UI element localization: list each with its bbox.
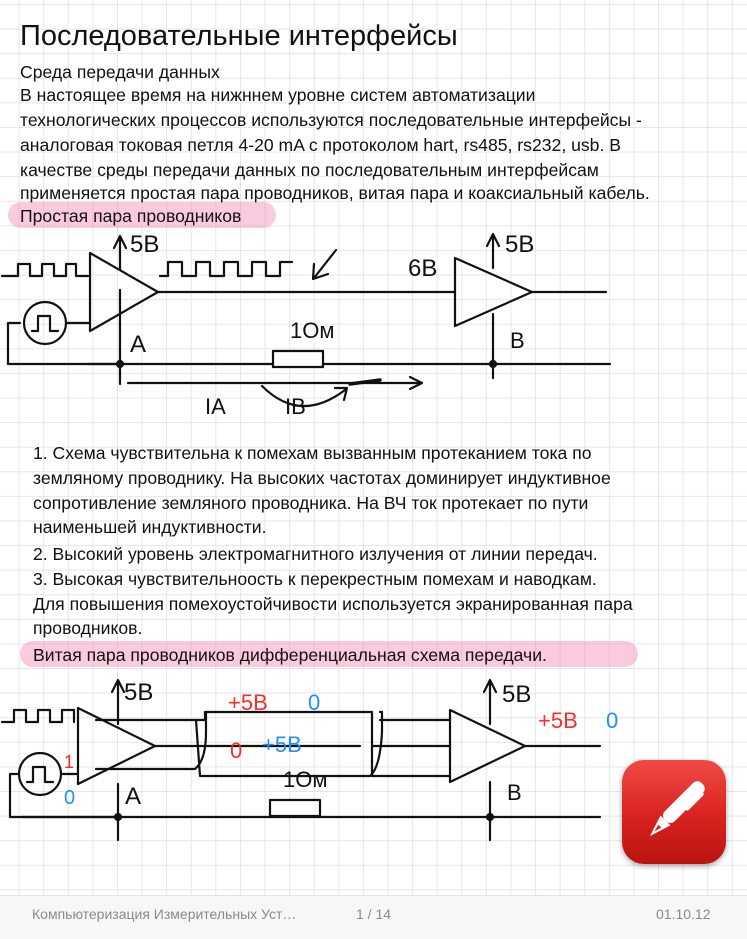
label-5v-right: 5B bbox=[502, 681, 532, 708]
footer-page-indicator: 1 / 14 bbox=[356, 906, 392, 922]
resistor-symbol bbox=[270, 800, 320, 816]
footer-bar bbox=[0, 895, 747, 939]
label-5v-left: 5B bbox=[124, 679, 154, 706]
list-line: сопротивление земляного проводника. На ВЧ ток протекает по пути bbox=[33, 493, 589, 513]
label-5v-left: 5B bbox=[130, 231, 160, 258]
annotation-red-zero-mid: 0 bbox=[230, 738, 243, 763]
signal-source-symbol bbox=[24, 302, 66, 344]
line-pulse-wave bbox=[160, 262, 292, 276]
receiver-triangle bbox=[450, 710, 525, 782]
intro-line: аналоговая токовая петля 4-20 mA с протоколом hart, rs485, rs232, usb. В bbox=[20, 135, 621, 155]
intro-line: качестве среды передачи данных по последовательным интерфейсам bbox=[20, 160, 599, 180]
section-heading-twisted-pair: Витая пара проводников дифференциальная схема передачи. bbox=[33, 645, 547, 665]
label-a: A bbox=[130, 331, 147, 358]
list-line: 2. Высокий уровень электромагнитного излучения от линии передач. bbox=[33, 544, 598, 564]
interference-arrow bbox=[313, 250, 336, 279]
section-heading-simple-pair: Простая пара проводников bbox=[20, 206, 242, 226]
input-pulse-wave bbox=[2, 264, 88, 276]
intro-line: технологических процессов используются последовательные интерфейсы - bbox=[20, 110, 642, 130]
label-a: A bbox=[125, 783, 142, 810]
annotation-blue-zero-right: 0 bbox=[606, 708, 619, 733]
label-6v: 6B bbox=[408, 255, 438, 282]
supply-arrow-right bbox=[484, 680, 496, 724]
footer-document-name: Компьютеризация Измерительных Уст… bbox=[32, 906, 297, 922]
label-ib: IB bbox=[285, 394, 306, 419]
label-5v-right: 5B bbox=[505, 231, 535, 258]
list-line: 3. Высокая чувствительноость к перекрестным помехам и наводкам. bbox=[33, 569, 597, 589]
list-line: проводников. bbox=[33, 618, 143, 638]
list-line: Для повышения помехоустойчивости используется экранированная пара bbox=[33, 594, 633, 614]
pen-icon bbox=[622, 760, 726, 864]
list-line: наименьшей индуктивности. bbox=[33, 517, 267, 537]
diagram-simple-pair bbox=[0, 228, 747, 428]
list-line: 1. Схема чувствительна к помехам вызванным протеканием тока по bbox=[33, 443, 592, 463]
page-title: Последовательные интерфейсы bbox=[20, 20, 458, 52]
intro-line: применяется простая пара проводников, витая пара и коаксиальный кабель. bbox=[20, 183, 650, 203]
annotation-red-plus5-right: +5B bbox=[538, 708, 578, 733]
list-line: земляному проводнику. На высоких частотах доминирует индуктивное bbox=[33, 468, 611, 488]
supply-arrow bbox=[114, 236, 126, 270]
annotation-blue-zero-left: 0 bbox=[64, 787, 76, 809]
label-resistor: 1Ом bbox=[283, 767, 328, 792]
subtitle: Среда передачи данных bbox=[20, 62, 220, 82]
driver-triangle bbox=[90, 253, 158, 331]
annotation-blue-zero-top: 0 bbox=[308, 690, 321, 715]
label-b: B bbox=[507, 780, 522, 805]
wire-top bbox=[96, 712, 215, 720]
diagram-twisted-pair bbox=[0, 672, 620, 887]
intro-line: В настоящее время на нижннем уровне систем автоматизации bbox=[20, 85, 536, 105]
annotation-red-one: 1 bbox=[64, 752, 75, 772]
input-pulse-wave bbox=[2, 710, 74, 722]
annotation-blue-plus5-mid: +5B bbox=[262, 732, 302, 757]
supply-arrow-right bbox=[487, 234, 499, 268]
annotation-red-plus5-top: +5B bbox=[228, 690, 268, 715]
supply-arrow bbox=[112, 680, 124, 724]
label-resistor: 1Ом bbox=[290, 318, 335, 343]
label-ia: IA bbox=[205, 394, 226, 419]
label-b: B bbox=[510, 328, 525, 353]
footer-date: 01.10.12 bbox=[656, 906, 711, 922]
signal-source-symbol bbox=[19, 753, 61, 795]
app-icon[interactable] bbox=[622, 760, 726, 864]
resistor-symbol bbox=[273, 351, 323, 367]
